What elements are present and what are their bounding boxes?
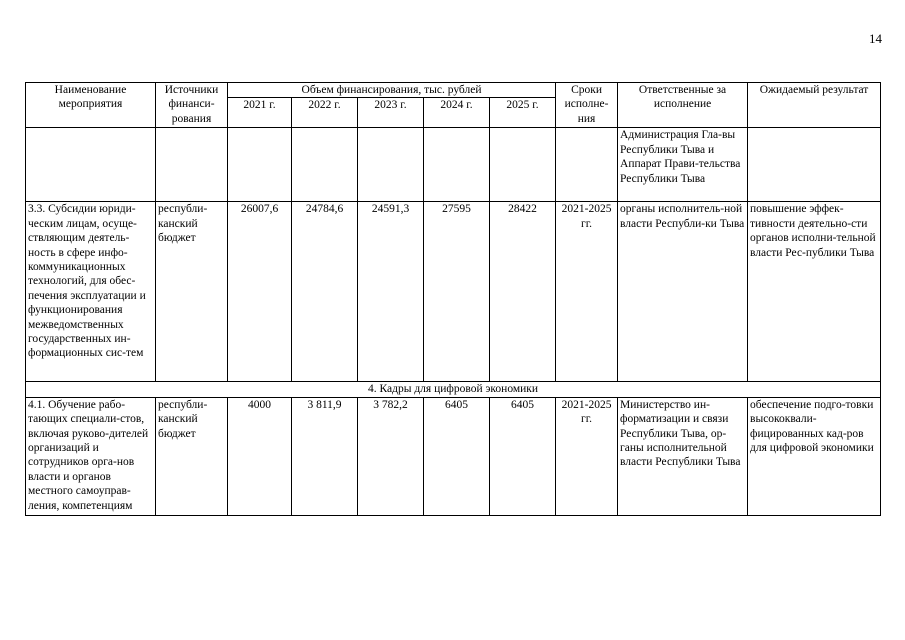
funding-table bbox=[25, 82, 881, 516]
header-result: Ожидаемый результат bbox=[748, 83, 881, 128]
header-year: 2021 г. bbox=[228, 98, 292, 128]
cell-source: республи-канский бюджет bbox=[156, 397, 228, 515]
header-year: 2024 г. bbox=[424, 98, 490, 128]
table-row bbox=[26, 128, 881, 202]
cell-result bbox=[748, 128, 881, 202]
header-row-1 bbox=[26, 83, 881, 98]
header-funding: Объем финансирования, тыс. рублей bbox=[228, 83, 556, 98]
cell-amount: 27595 bbox=[424, 202, 490, 382]
header-deadline: Сроки исполне-ния bbox=[556, 83, 618, 128]
cell-amount: 6405 bbox=[424, 397, 490, 515]
cell-deadline: 2021-2025 гг. bbox=[556, 397, 618, 515]
cell-name bbox=[26, 128, 156, 202]
cell-amount bbox=[292, 128, 358, 202]
section-row bbox=[26, 382, 881, 397]
cell-name: 4.1. Обучение рабо-тающих специали-стов, включая руково-дителей организаций и сотрудников орга-нов власти и органов местного самоуправ-ления, компетенциям bbox=[26, 397, 156, 515]
cell-responsible: Министерство ин-форматизации и связи Республики Тыва, ор-ганы исполнительной власти Республики Тыва bbox=[618, 397, 748, 515]
cell-amount bbox=[424, 128, 490, 202]
cell-amount bbox=[358, 128, 424, 202]
header-sources: Источники финанси-рования bbox=[156, 83, 228, 128]
cell-source bbox=[156, 128, 228, 202]
header-year: 2022 г. bbox=[292, 98, 358, 128]
table-row bbox=[26, 202, 881, 382]
table-row bbox=[26, 397, 881, 515]
page-number: 14 bbox=[869, 31, 882, 46]
cell-name: 3.3. Субсидии юриди-ческим лицам, осуще-ствляющим деятель-ность в сфере инфо-коммуникационных технологий, для обес-печения эксплуатации и функционирования межведомственных государственных ин-формационных сис-тем bbox=[26, 202, 156, 382]
cell-result: повышение эффек-тивности деятельно-сти органов исполни-тельной власти Рес-публики Тыва bbox=[748, 202, 881, 382]
header-responsible: Ответственные за исполнение bbox=[618, 83, 748, 128]
cell-amount: 24784,6 bbox=[292, 202, 358, 382]
cell-responsible: Администрация Гла-вы Республики Тыва и Аппарат Прави-тельства Республики Тыва bbox=[618, 128, 748, 202]
cell-responsible: органы исполнитель-ной власти Республи-ки Тыва bbox=[618, 202, 748, 382]
cell-amount: 24591,3 bbox=[358, 202, 424, 382]
header-year: 2025 г. bbox=[490, 98, 556, 128]
cell-amount: 4000 bbox=[228, 397, 292, 515]
cell-amount bbox=[228, 128, 292, 202]
header-year: 2023 г. bbox=[358, 98, 424, 128]
cell-deadline bbox=[556, 128, 618, 202]
cell-deadline: 2021-2025 гг. bbox=[556, 202, 618, 382]
cell-result: обеспечение подго-товки высококвали-фицированных кад-ров для цифровой экономики bbox=[748, 397, 881, 515]
header-name: Наименование мероприятия bbox=[26, 83, 156, 128]
cell-source: республи-канский бюджет bbox=[156, 202, 228, 382]
cell-amount: 26007,6 bbox=[228, 202, 292, 382]
cell-amount: 6405 bbox=[490, 397, 556, 515]
cell-amount: 28422 bbox=[490, 202, 556, 382]
section-title: 4. Кадры для цифровой экономики bbox=[26, 382, 881, 397]
cell-amount bbox=[490, 128, 556, 202]
cell-amount: 3 811,9 bbox=[292, 397, 358, 515]
cell-amount: 3 782,2 bbox=[358, 397, 424, 515]
